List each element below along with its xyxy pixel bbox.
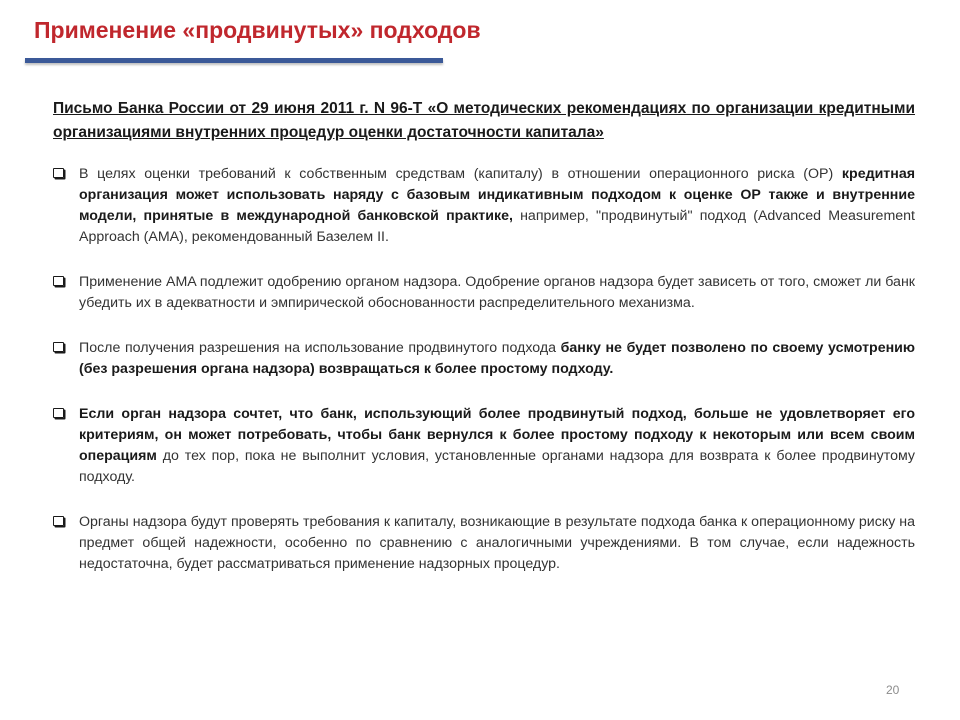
checkbox-bullet-icon [53, 408, 64, 418]
title-underline-rule [25, 58, 443, 63]
bullet-item [53, 404, 915, 488]
bullet-item [53, 272, 915, 314]
checkbox-bullet-icon [53, 342, 64, 352]
document-heading: Письмо Банка России от 29 июня 2011 г. N 96-Т «О методических рекомендациях по организации кредитными организациями внутренних процедур оценки достаточности капитала» [53, 100, 915, 141]
bullet-text-bold-segment: кредитная организация может использовать наряду с базовым индикативным подходом к оценке ОР также и внутренние модели, принятые в международной банковской практике, [79, 166, 915, 224]
bullet-text-bold-segment: банку не будет позволено по своему усмотрению (без разрешения органа надзора) возвращаться к более простому подходу. [79, 340, 915, 377]
bullet-item [53, 338, 915, 380]
bullet-text-segment: например, "продвинутый" подход (Advanced Measurement Approach (AMA), рекомендованный Базелем II. [79, 208, 915, 245]
bullet-text [79, 338, 915, 380]
checkbox-bullet-icon [53, 168, 64, 178]
bullet-text-segment: В целях оценки требований к собственным средствам (капиталу) в отношении операционного риска (ОР) [79, 166, 842, 182]
page-number: 20 [886, 683, 900, 697]
slide-content [53, 97, 915, 599]
bullet-text [79, 512, 915, 575]
bullet-text-bold-segment: Если орган надзора сочтет, что банк, использующий более продвинутый подход, больше не удовлетворяет его критериям, он может потребовать, чтобы банк вернулся к более простому подходу к некоторым или всем своим операциям [79, 406, 915, 464]
bullet-text-segment: Применение AMA подлежит одобрению органом надзора. Одобрение органов надзора будет зависеть от того, сможет ли банк убедить их в адекватности и эмпирической обоснованности распределительного механизма. [79, 274, 915, 311]
checkbox-bullet-icon [53, 516, 64, 526]
bullet-item [53, 512, 915, 575]
bullet-text-segment: Органы надзора будут проверять требования к капиталу, возникающие в результате подхода банка к операционному риску на предмет общей надежности, особенно по сравнению с аналогичными учреждениями. В том случае, если надежность недостаточна, будет рассматриваться применение надзорных процедур. [79, 514, 915, 572]
bullet-text [79, 272, 915, 314]
bullet-text-segment: После получения разрешения на использование продвинутого подхода [79, 340, 561, 356]
slide-title: Применение «продвинутых» подходов [34, 17, 481, 43]
bullet-text [79, 164, 915, 248]
bullet-text-segment: до тех пор, пока не выполнит условия, установленные органами надзора для возврата к более продвинутому подходу. [79, 448, 915, 485]
bullet-text [79, 404, 915, 488]
bullet-item [53, 164, 915, 248]
checkbox-bullet-icon [53, 276, 64, 286]
